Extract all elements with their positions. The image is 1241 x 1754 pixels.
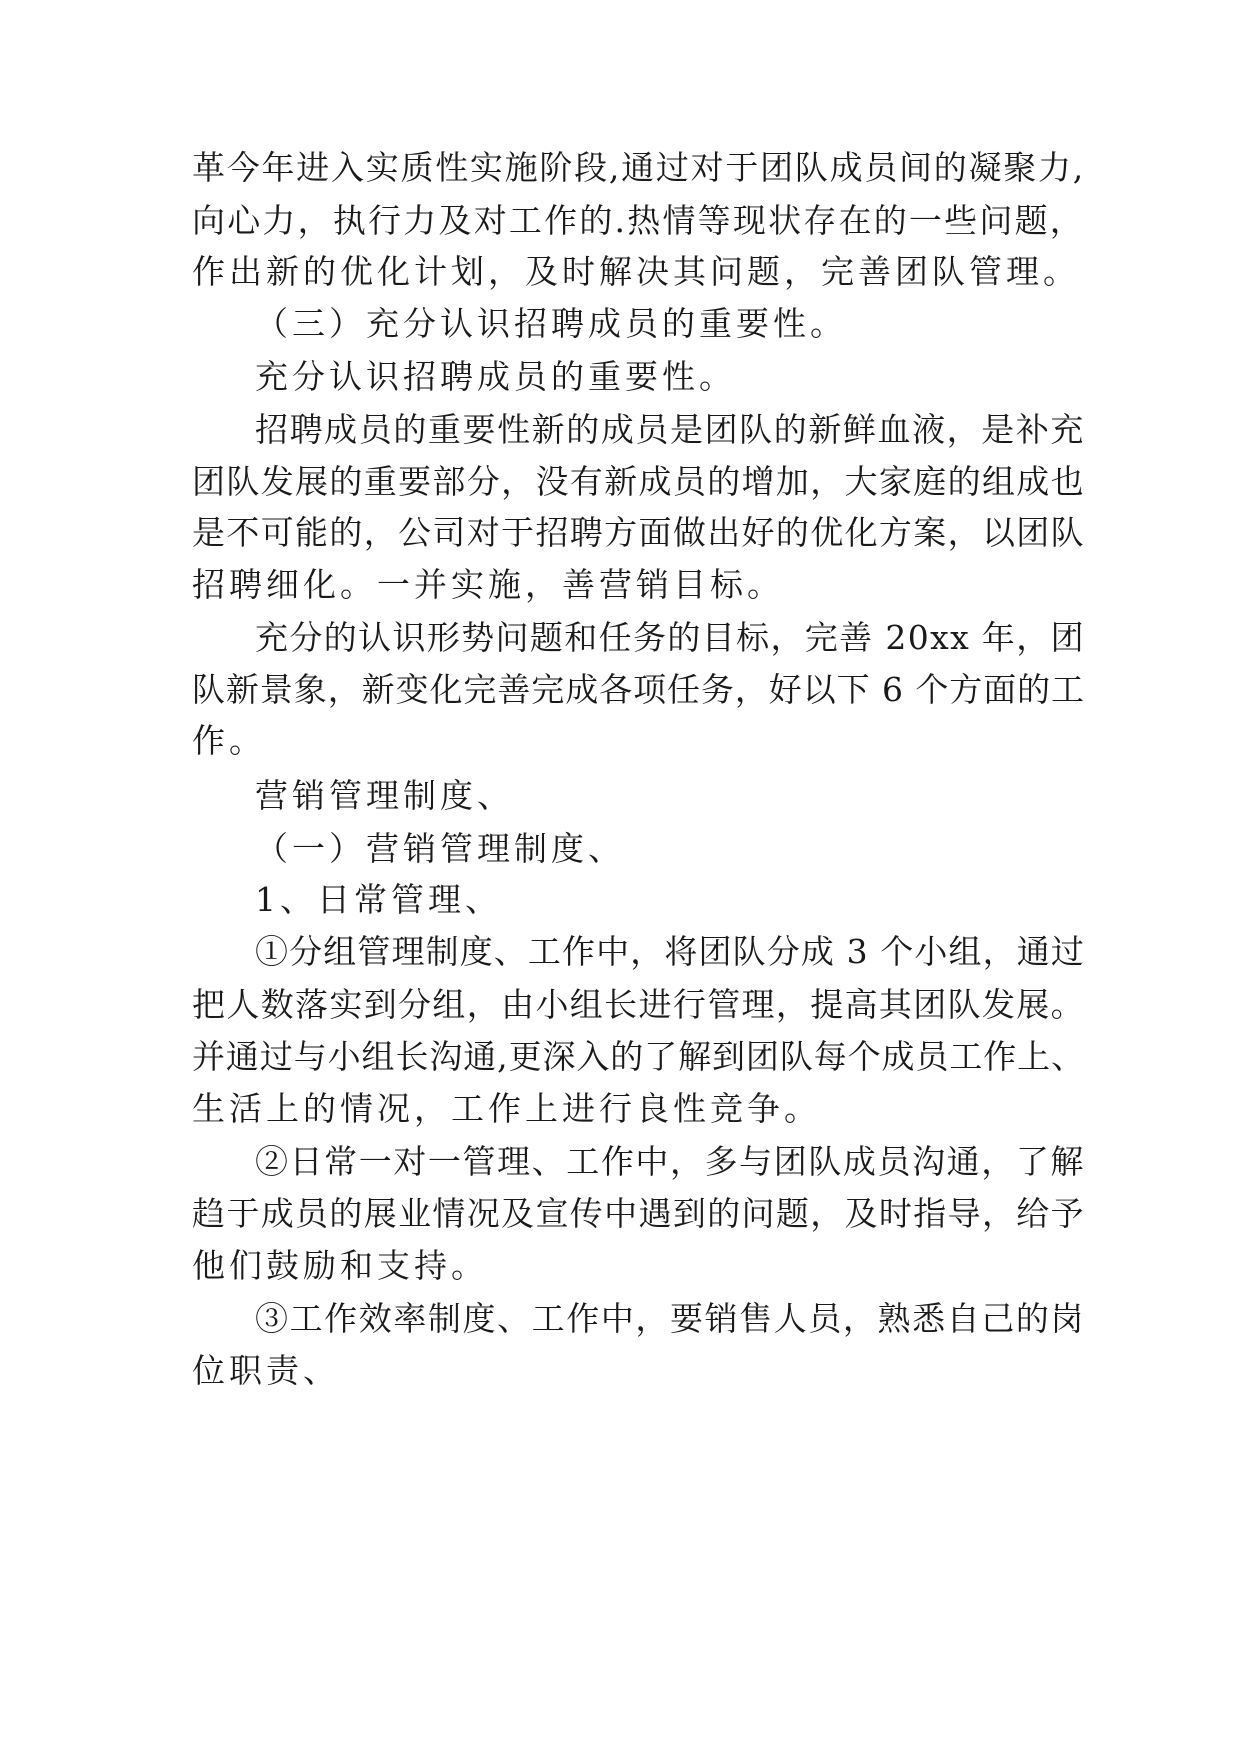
paragraph-line: 充分的认识形势问题和任务的目标，完善 20xx 年，团 [255, 618, 1085, 657]
paragraph-line: 革今年进入实质性实施阶段,通过对于团队成员间的凝聚力, [192, 148, 1085, 187]
paragraph-line: ③工作效率制度、工作中，要销售人员，熟悉自己的岗 [255, 1299, 1085, 1338]
paragraph-line: 招聘细化。一并实施，善营销目标。 [192, 565, 784, 604]
paragraph-line: 作出新的优化计划，及时解决其问题，完善团队管理。 [192, 252, 1080, 291]
paragraph-line: 充分认识招聘成员的重要性。 [255, 357, 736, 396]
section-heading: 营销管理制度、 [255, 776, 514, 815]
paragraph-line: 生活上的情况，工作上进行良性竞争。 [192, 1089, 821, 1128]
paragraph-line: 趋于成员的展业情况及宣传中遇到的问题，及时指导，给予 [192, 1194, 1085, 1233]
paragraph-line: 作。 [192, 721, 266, 760]
paragraph-line: 向心力，执行力及对工作的.热情等现状存在的一些问题， [192, 201, 1085, 240]
paragraph-line: 招聘成员的重要性新的成员是团队的新鲜血液，是补充 [255, 410, 1085, 449]
section-heading: （一）营销管理制度、 [255, 829, 625, 868]
paragraph-line: ①分组管理制度、工作中，将团队分成 3 个小组，通过 [255, 932, 1085, 971]
paragraph-line: 把人数落实到分组，由小组长进行管理，提高其团队发展。 [192, 985, 1085, 1024]
paragraph-line: 位职责、 [192, 1351, 340, 1390]
paragraph-line: 是不可能的，公司对于招聘方面做出好的优化方案，以团队 [192, 513, 1085, 552]
paragraph-line: 他们鼓励和支持。 [192, 1246, 488, 1285]
paragraph-line: ②日常一对一管理、工作中，多与团队成员沟通，了解 [255, 1142, 1085, 1181]
paragraph-line: 队新景象，新变化完善完成各项任务，好以下 6 个方面的工 [192, 670, 1085, 709]
section-heading: 1、日常管理、 [255, 880, 502, 919]
paragraph-line: 团队发展的重要部分，没有新成员的增加，大家庭的组成也 [192, 462, 1085, 501]
paragraph-line: 并通过与小组长沟通,更深入的了解到团队每个成员工作上、 [192, 1037, 1085, 1076]
section-heading: （三）充分认识招聘成员的重要性。 [255, 304, 847, 343]
